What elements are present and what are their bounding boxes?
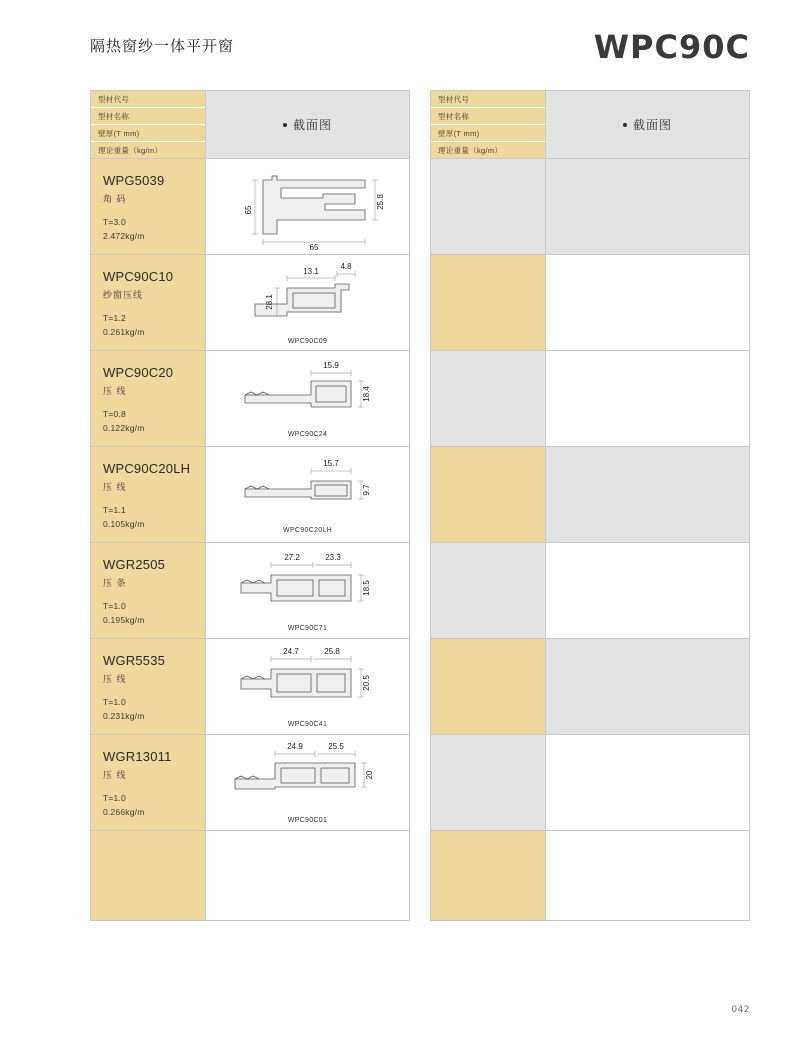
profile-weight: 0.122kg/m <box>103 423 145 433</box>
dim-top-right: 25.5 <box>328 742 344 751</box>
section-drawing <box>215 260 400 336</box>
row-drawing <box>206 735 409 830</box>
header-label-name: 型材名称 <box>431 108 545 125</box>
page-number: 042 <box>731 1005 750 1015</box>
table-row <box>431 158 749 254</box>
row-info <box>91 543 206 638</box>
table-row <box>91 350 409 446</box>
profile-table-right <box>430 90 750 921</box>
profile-name: 角 码 <box>103 193 127 204</box>
row-drawing <box>546 159 749 254</box>
profile-name: 压 线 <box>103 385 127 396</box>
drawing-label: WPC90C24 <box>287 431 328 438</box>
header-label-column <box>91 91 206 158</box>
profile-weight: 0.261kg/m <box>103 327 145 337</box>
dim-top-right: 25.8 <box>324 647 340 656</box>
drawing-label: WPC90C71 <box>287 625 328 632</box>
table-row <box>91 542 409 638</box>
row-drawing <box>546 735 749 830</box>
row-drawing <box>546 831 749 920</box>
dim-top: 15.9 <box>323 361 339 370</box>
profile-code: WGR13011 <box>103 749 172 764</box>
page-title: 隔热窗纱一体平开窗 <box>90 38 235 55</box>
profile-thickness: T=0.8 <box>103 409 126 419</box>
header-label-weight: 理论重量（kg/m） <box>431 142 545 158</box>
row-drawing <box>546 351 749 446</box>
profile-code: WPC90C20 <box>103 365 174 380</box>
dim-right: 25.8 <box>376 193 385 210</box>
dim-top-left: 24.9 <box>287 742 303 751</box>
dim-right: 20.5 <box>362 675 371 691</box>
table-row <box>91 830 409 920</box>
header-label-thickness: 壁厚(T mm) <box>91 125 205 142</box>
profile-name: 压 线 <box>103 481 127 492</box>
table-row <box>431 638 749 734</box>
dim-right: 9.7 <box>362 484 371 496</box>
dim-left: 28.1 <box>265 294 274 310</box>
row-info <box>431 639 546 734</box>
profile-code: WGR5535 <box>103 653 166 668</box>
row-drawing <box>206 831 409 920</box>
dim-top-left: 24.7 <box>283 647 299 656</box>
row-drawing <box>546 255 749 350</box>
row-info <box>91 255 206 350</box>
profile-code: WPC90C10 <box>103 269 174 284</box>
dim-top-left: 27.2 <box>284 553 300 562</box>
profile-weight: 0.231kg/m <box>103 711 145 721</box>
table-row <box>91 254 409 350</box>
header-section-title <box>546 91 749 158</box>
bullet-icon <box>623 123 627 127</box>
drawing-label: WPC90C41 <box>287 721 328 728</box>
row-info <box>91 159 206 254</box>
table-row <box>91 446 409 542</box>
dim-top-left: 13.1 <box>303 267 319 276</box>
section-drawing <box>215 549 400 623</box>
row-drawing <box>206 447 409 542</box>
section-title-text: 截面图 <box>292 118 332 132</box>
section-drawing <box>215 164 400 250</box>
header-label-column <box>431 91 546 158</box>
page-header <box>0 0 800 78</box>
drawing-label: WPC90C09 <box>287 338 328 345</box>
profile-name: 压 条 <box>103 577 127 588</box>
row-drawing <box>206 159 409 254</box>
header-label-thickness: 壁厚(T mm) <box>431 125 545 142</box>
profile-weight: 0.266kg/m <box>103 807 145 817</box>
row-drawing <box>206 255 409 350</box>
profile-weight: 0.105kg/m <box>103 519 145 529</box>
row-info <box>91 735 206 830</box>
profile-code: WPC90C20LH <box>103 461 191 476</box>
series-code: WPC90C <box>593 28 750 66</box>
row-info <box>91 351 206 446</box>
profile-thickness: T=1.0 <box>103 793 126 803</box>
row-drawing <box>546 639 749 734</box>
row-info <box>91 639 206 734</box>
table-row <box>431 350 749 446</box>
section-title-text: 截面图 <box>632 118 672 132</box>
profile-thickness: T=1.2 <box>103 313 126 323</box>
row-drawing <box>546 543 749 638</box>
row-info <box>431 831 546 920</box>
dim-right: 18.4 <box>362 386 371 402</box>
row-drawing <box>206 543 409 638</box>
section-drawing <box>215 455 400 525</box>
row-info <box>431 543 546 638</box>
profile-thickness: T=1.0 <box>103 601 126 611</box>
dim-height: 65 <box>244 205 253 214</box>
row-info <box>91 831 206 920</box>
table-row <box>431 734 749 830</box>
header-label-weight: 理论重量（kg/m） <box>91 142 205 158</box>
profile-table-left <box>90 90 410 921</box>
profile-thickness: T=1.1 <box>103 505 126 515</box>
table-row <box>91 638 409 734</box>
table-row <box>91 734 409 830</box>
dim-top: 15.7 <box>323 459 339 468</box>
row-info <box>431 735 546 830</box>
table-row <box>431 254 749 350</box>
row-drawing <box>546 447 749 542</box>
table-header-right <box>431 91 749 158</box>
table-header-left <box>91 91 409 158</box>
table-row <box>91 158 409 254</box>
section-drawing <box>215 741 400 815</box>
drawing-label: WPC90C20LH <box>283 527 332 534</box>
drawing-label: WPC90C01 <box>287 817 328 824</box>
profile-weight: 2.472kg/m <box>103 231 145 241</box>
profile-code: WPG5039 <box>103 173 165 188</box>
profile-name: 纱窗压线 <box>103 289 144 300</box>
table-row <box>431 542 749 638</box>
header-label-name: 型材名称 <box>91 108 205 125</box>
table-row <box>431 830 749 920</box>
profile-weight: 0.195kg/m <box>103 615 145 625</box>
row-info <box>431 159 546 254</box>
dim-top-right: 4.8 <box>340 262 352 271</box>
row-drawing <box>206 639 409 734</box>
profile-thickness: T=3.0 <box>103 217 126 227</box>
dim-top-right: 23.3 <box>325 553 341 562</box>
header-label-code: 型材代号 <box>91 91 205 108</box>
section-drawing <box>215 359 400 429</box>
dim-right: 18.5 <box>362 580 371 596</box>
header-section-title <box>206 91 409 158</box>
dim-right: 20 <box>365 770 374 780</box>
row-info <box>431 351 546 446</box>
profile-thickness: T=1.0 <box>103 697 126 707</box>
row-info <box>431 255 546 350</box>
profile-code: WGR2505 <box>103 557 166 572</box>
table-row <box>431 446 749 542</box>
row-drawing <box>206 351 409 446</box>
header-label-code: 型材代号 <box>431 91 545 108</box>
profile-name: 压 线 <box>103 673 127 684</box>
bullet-icon <box>283 123 287 127</box>
dim-width: 65 <box>309 242 319 250</box>
section-drawing <box>215 645 400 719</box>
row-info <box>431 447 546 542</box>
row-info <box>91 447 206 542</box>
profile-name: 压 线 <box>103 769 127 780</box>
